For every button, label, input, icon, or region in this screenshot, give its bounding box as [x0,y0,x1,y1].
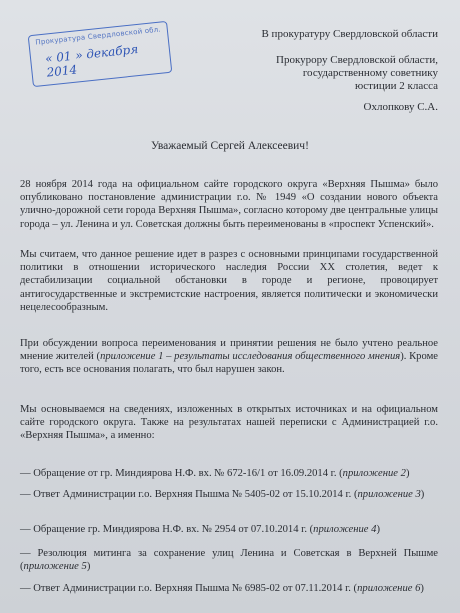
paragraph-3-end: ). Кроме того, есть все основания полагать, что был нарушен закон. [20,351,438,376]
list-item-text: — Резолюция митинга за сохранение улиц Ленина и Советская в Верхней Пышме ( [20,548,438,573]
stamp-date: « 01 » декабря 2014 [44,42,139,80]
list-item [20,467,438,480]
addressee-line-1: В прокуратуру Свердловской области [261,28,438,40]
list-item-annex: приложение 3 [357,489,421,500]
list-item-text: — Ответ Администрации г.о. Верхняя Пышма № 6985-02 от 07.11.2014 г. ( [20,583,358,594]
addressee-line-3: государственному советнику [302,67,438,79]
paragraph-3-start: При обсуждении вопроса переименования и принятии решения не было учтено реальное мнение жителей ( [20,338,438,363]
list-item [20,582,438,595]
list-item [20,523,438,536]
list-item [20,488,438,501]
stamp-header: Прокуратура Свердловской обл. [35,25,162,47]
list-item-annex: приложение 4 [313,524,377,535]
list-item-annex: приложение 5 [23,561,87,573]
paragraph-4: Мы основываемся на сведениях, изложенных в открытых источниках и на официальном сайте городского округа. Также на результатах нашей переписки с Администрацией г.о. «Верхняя Пышма», а именно: [20,404,438,442]
paragraph-3-annex: приложение 1 – результаты исследования общественного мнения [100,351,401,363]
list-item-annex: приложение 6 [357,583,421,594]
paragraph-3 [20,337,438,377]
registration-stamp [28,21,173,87]
list-item-text: — Обращение от гр. Миндиярова Н.Ф. вх. № 672-16/1 от 16.09.2014 г. ( [20,468,343,479]
paragraph-1: 28 ноября 2014 года на официальном сайте городского округа «Верхняя Пышма» было опубликовано постановление администрации г.о. № 1949 «О создании нового объекта улично-дорожной сети города Верхняя Пышма», согласно которому две центральные улицы города – ул. Ленина и ул. Советская должны быть переименованы в «проспект Успенский». [20,179,438,230]
greeting: Уважаемый Сергей Алексеевич! [151,140,309,152]
list-item-annex: приложение 2 [342,468,406,479]
list-item-close: ) [376,524,380,535]
addressee-name: Охлопкову С.А. [363,101,438,113]
list-item-close: ) [86,561,91,573]
list-item [20,547,438,573]
list-item-text: — Обращение гр. Миндиярова Н.Ф. вх. № 2954 от 07.10.2014 г. ( [20,524,314,535]
list-item-close: ) [405,468,410,479]
addressee-line-2: Прокурору Свердловской области, [276,54,438,66]
paragraph-2: Мы считаем, что данное решение идет в разрез с основными принципами государственной политики в отношении исторического наследия России XX столетия, ведет к дестабилизации социальной обстановки в городе и регионе, провоцирует антигосударственные и экстремистские настроения, является политически и экономически нецелесообразным. [20,249,438,313]
list-item-close: ) [420,489,425,500]
addressee-line-4: юстиции 2 класса [355,80,438,92]
list-item-text: — Ответ Администрации г.о. Верхняя Пышма № 5405-02 от 15.10.2014 г. ( [20,489,358,500]
list-item-close: ) [420,583,424,594]
